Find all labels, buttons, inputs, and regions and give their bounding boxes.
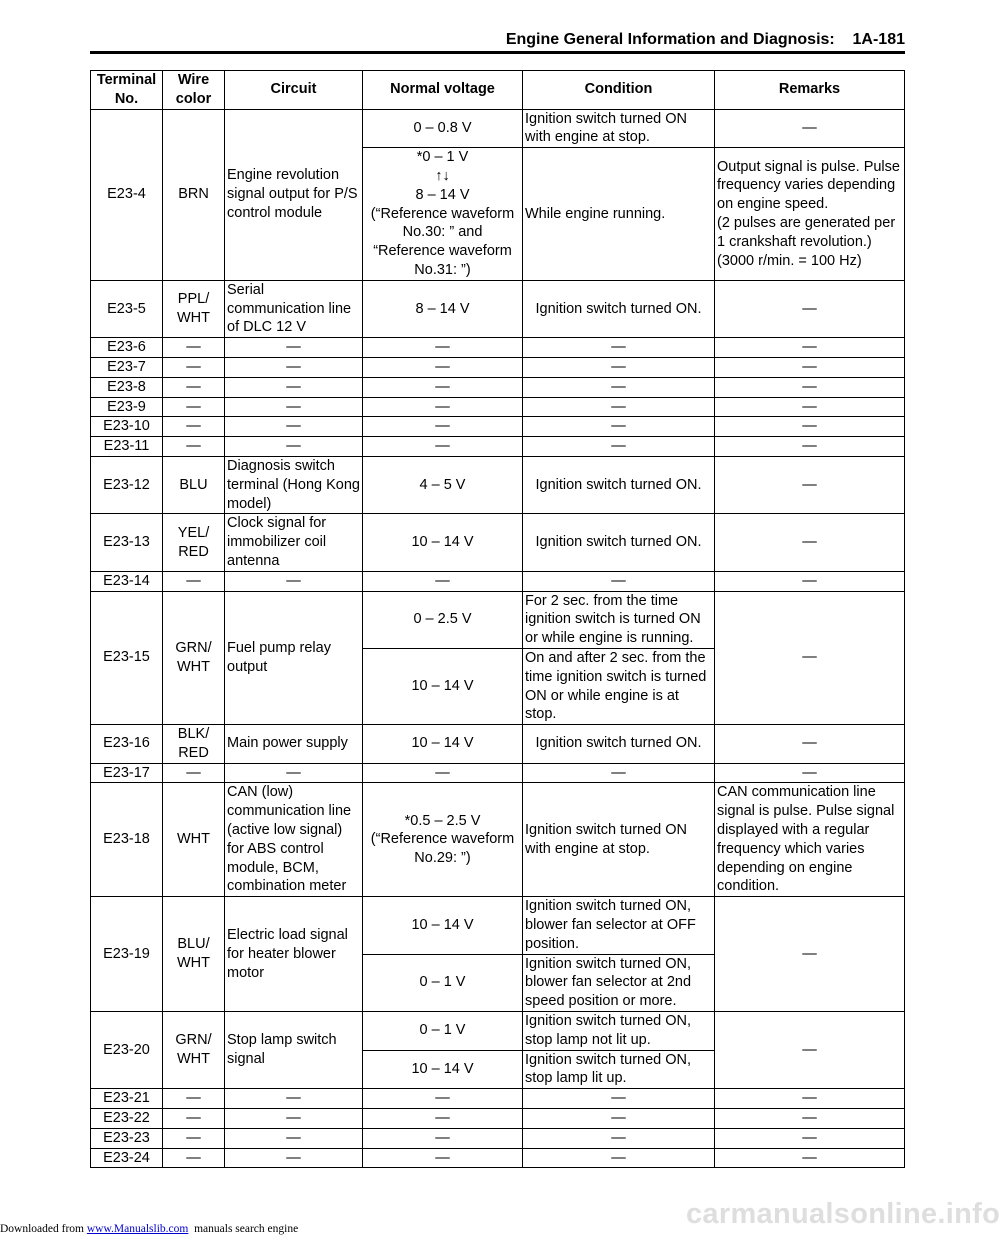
condition-cell: — (523, 1109, 715, 1129)
remarks-cell: — (715, 417, 905, 437)
voltage-cell: — (363, 571, 523, 591)
circuit-cell: — (225, 338, 363, 358)
table-row (91, 456, 905, 513)
condition-cell: — (523, 397, 715, 417)
terminal-cell: E23-18 (91, 783, 163, 897)
remarks-cell: — (715, 397, 905, 417)
circuit-cell: Engine revolution signal output for P/S control module (225, 109, 363, 280)
terminal-cell: E23-17 (91, 763, 163, 783)
terminal-cell: E23-13 (91, 514, 163, 571)
wire-color-cell: YEL/ RED (163, 514, 225, 571)
terminal-cell: E23-19 (91, 897, 163, 1012)
voltage-cell: 0 – 1 V (363, 954, 523, 1011)
remarks-cell: — (715, 1089, 905, 1109)
header-normal-voltage: Normal voltage (363, 71, 523, 110)
remarks-cell: — (715, 514, 905, 571)
table-row (91, 897, 905, 954)
condition-cell: — (523, 338, 715, 358)
voltage-cell: 8 – 14 V (363, 280, 523, 337)
wire-color-cell: BLU/ WHT (163, 897, 225, 1012)
terminal-cell: E23-22 (91, 1109, 163, 1129)
voltage-cell: — (363, 763, 523, 783)
wire-color-cell: — (163, 571, 225, 591)
voltage-cell: 0 – 2.5 V (363, 591, 523, 648)
wire-color-cell: — (163, 417, 225, 437)
terminal-cell: E23-21 (91, 1089, 163, 1109)
condition-cell: — (523, 1148, 715, 1168)
voltage-cell: 10 – 14 V (363, 725, 523, 764)
terminal-cell: E23-15 (91, 591, 163, 725)
condition-cell: — (523, 571, 715, 591)
remarks-cell: — (715, 1109, 905, 1129)
wire-color-cell: — (163, 437, 225, 457)
table-row (91, 437, 905, 457)
wire-color-cell: — (163, 338, 225, 358)
condition-cell: Ignition switch turned ON. (523, 725, 715, 764)
wire-color-cell: GRN/ WHT (163, 1012, 225, 1089)
table-row (91, 397, 905, 417)
voltage-cell: *0 – 1 V ↑↓ 8 – 14 V (“Reference waveform No.30: ” and “Reference waveform No.31: ”) (363, 148, 523, 281)
terminal-cell: E23-4 (91, 109, 163, 280)
condition-cell: — (523, 1089, 715, 1109)
voltage-cell: — (363, 357, 523, 377)
remarks-cell: — (715, 437, 905, 457)
circuit-cell: Main power supply (225, 725, 363, 764)
terminal-cell: E23-6 (91, 338, 163, 358)
wire-color-cell: — (163, 1128, 225, 1148)
voltage-cell: — (363, 1148, 523, 1168)
wire-color-cell: BRN (163, 109, 225, 280)
remarks-cell: — (715, 456, 905, 513)
circuit-cell: Serial communication line of DLC 12 V (225, 280, 363, 337)
condition-cell: Ignition switch turned ON with engine at stop. (523, 109, 715, 148)
wire-color-cell: — (163, 357, 225, 377)
table-row (91, 725, 905, 764)
terminal-cell: E23-12 (91, 456, 163, 513)
table-row (91, 1012, 905, 1051)
voltage-cell: — (363, 1109, 523, 1129)
circuit-cell: Clock signal for immobilizer coil antenna (225, 514, 363, 571)
circuit-cell: — (225, 357, 363, 377)
condition-cell: For 2 sec. from the time ignition switch is turned ON or while engine is running. (523, 591, 715, 648)
remarks-cell: — (715, 897, 905, 1012)
table-row (91, 377, 905, 397)
remarks-cell: — (715, 1128, 905, 1148)
download-footer (0, 1223, 298, 1235)
voltage-cell: — (363, 338, 523, 358)
circuit-cell: — (225, 1148, 363, 1168)
circuit-cell: Fuel pump relay output (225, 591, 363, 725)
table-row (91, 357, 905, 377)
condition-cell: Ignition switch turned ON. (523, 514, 715, 571)
terminal-cell: E23-8 (91, 377, 163, 397)
circuit-cell: — (225, 571, 363, 591)
voltage-cell: 10 – 14 V (363, 648, 523, 724)
header-rule (90, 51, 905, 54)
table-row (91, 109, 905, 148)
manualslib-link[interactable]: www.Manualslib.com (86, 1223, 189, 1235)
wire-color-cell: — (163, 377, 225, 397)
condition-cell: — (523, 357, 715, 377)
terminal-cell: E23-7 (91, 357, 163, 377)
condition-cell: — (523, 1128, 715, 1148)
table-row (91, 417, 905, 437)
remarks-cell: — (715, 763, 905, 783)
condition-cell: — (523, 437, 715, 457)
circuit-cell: — (225, 1089, 363, 1109)
voltage-cell: *0.5 – 2.5 V (“Reference waveform No.29: ”) (363, 783, 523, 897)
voltage-cell: — (363, 1128, 523, 1148)
condition-cell: Ignition switch turned ON, stop lamp not lit up. (523, 1012, 715, 1051)
circuit-cell: — (225, 417, 363, 437)
voltage-cell: — (363, 397, 523, 417)
terminal-cell: E23-16 (91, 725, 163, 764)
voltage-cell: 4 – 5 V (363, 456, 523, 513)
terminal-cell: E23-10 (91, 417, 163, 437)
footer-prefix: Downloaded from (0, 1223, 87, 1235)
condition-cell: Ignition switch turned ON, stop lamp lit up. (523, 1050, 715, 1089)
remarks-cell: — (715, 338, 905, 358)
voltage-cell: — (363, 1089, 523, 1109)
wire-color-cell: BLK/ RED (163, 725, 225, 764)
header-condition: Condition (523, 71, 715, 110)
circuit-cell: — (225, 1128, 363, 1148)
table-row (91, 763, 905, 783)
remarks-cell: — (715, 591, 905, 725)
header-terminal: Terminal No. (91, 71, 163, 110)
condition-cell: Ignition switch turned ON with engine at stop. (523, 783, 715, 897)
wire-color-cell: PPL/ WHT (163, 280, 225, 337)
table-row (91, 1089, 905, 1109)
page-header-title: Engine General Information and Diagnosis: 1A-181 (505, 31, 905, 48)
voltage-cell: 10 – 14 V (363, 1050, 523, 1089)
circuit-cell: — (225, 763, 363, 783)
table-row (91, 280, 905, 337)
remarks-cell: — (715, 571, 905, 591)
voltage-cell: 10 – 14 V (363, 897, 523, 954)
circuit-cell: Diagnosis switch terminal (Hong Kong model) (225, 456, 363, 513)
header-circuit: Circuit (225, 71, 363, 110)
terminal-cell: E23-11 (91, 437, 163, 457)
table-row (91, 1128, 905, 1148)
remarks-cell: Output signal is pulse. Pulse frequency varies depending on engine speed. (2 pulses are generated per 1 crankshaft revolution.) (3000 r/min. = 100 Hz) (715, 148, 905, 281)
condition-cell: Ignition switch turned ON, blower fan selector at 2nd speed position or more. (523, 954, 715, 1011)
circuit-cell: — (225, 377, 363, 397)
wire-color-cell: WHT (163, 783, 225, 897)
remarks-cell: — (715, 1012, 905, 1089)
condition-cell: — (523, 417, 715, 437)
voltage-cell: — (363, 377, 523, 397)
wire-color-cell: — (163, 763, 225, 783)
wire-color-cell: BLU (163, 456, 225, 513)
voltage-cell: 0 – 1 V (363, 1012, 523, 1051)
terminal-spec-table (90, 70, 905, 1168)
terminal-cell: E23-23 (91, 1128, 163, 1148)
voltage-cell: 10 – 14 V (363, 514, 523, 571)
table-row (91, 338, 905, 358)
voltage-cell: — (363, 417, 523, 437)
condition-cell: Ignition switch turned ON. (523, 280, 715, 337)
remarks-cell: — (715, 280, 905, 337)
condition-cell: — (523, 377, 715, 397)
terminal-cell: E23-14 (91, 571, 163, 591)
circuit-cell: CAN (low) communication line (active low signal) for ABS control module, BCM, combination meter (225, 783, 363, 897)
table-header-row (91, 71, 905, 110)
circuit-cell: — (225, 437, 363, 457)
terminal-cell: E23-5 (91, 280, 163, 337)
terminal-cell: E23-20 (91, 1012, 163, 1089)
table-row (91, 1109, 905, 1129)
circuit-cell: — (225, 397, 363, 417)
condition-cell: Ignition switch turned ON, blower fan selector at OFF position. (523, 897, 715, 954)
remarks-cell: CAN communication line signal is pulse. Pulse signal displayed with a regular frequency which varies depending on engine condition. (715, 783, 905, 897)
condition-cell: — (523, 763, 715, 783)
wire-color-cell: GRN/ WHT (163, 591, 225, 725)
footer-suffix: manuals search engine (188, 1223, 299, 1235)
circuit-cell: Stop lamp switch signal (225, 1012, 363, 1089)
table-row (91, 514, 905, 571)
condition-cell: Ignition switch turned ON. (523, 456, 715, 513)
watermark: carmanualsonline.info (686, 1198, 1000, 1230)
wire-color-cell: — (163, 1148, 225, 1168)
remarks-cell: — (715, 725, 905, 764)
header-wire-color: Wire color (163, 71, 225, 110)
wire-color-cell: — (163, 1109, 225, 1129)
table-row (91, 783, 905, 897)
voltage-cell: — (363, 437, 523, 457)
header-remarks: Remarks (715, 71, 905, 110)
table-row (91, 591, 905, 648)
circuit-cell: — (225, 1109, 363, 1129)
terminal-cell: E23-24 (91, 1148, 163, 1168)
condition-cell: While engine running. (523, 148, 715, 281)
wire-color-cell: — (163, 397, 225, 417)
remarks-cell: — (715, 1148, 905, 1168)
voltage-cell: 0 – 0.8 V (363, 109, 523, 148)
wire-color-cell: — (163, 1089, 225, 1109)
table-row (91, 571, 905, 591)
remarks-cell: — (715, 357, 905, 377)
circuit-cell: Electric load signal for heater blower motor (225, 897, 363, 1012)
remarks-cell: — (715, 377, 905, 397)
condition-cell: On and after 2 sec. from the time ignition switch is turned ON or while engine is at stop. (523, 648, 715, 724)
remarks-cell: — (715, 109, 905, 148)
table-row (91, 1148, 905, 1168)
terminal-cell: E23-9 (91, 397, 163, 417)
